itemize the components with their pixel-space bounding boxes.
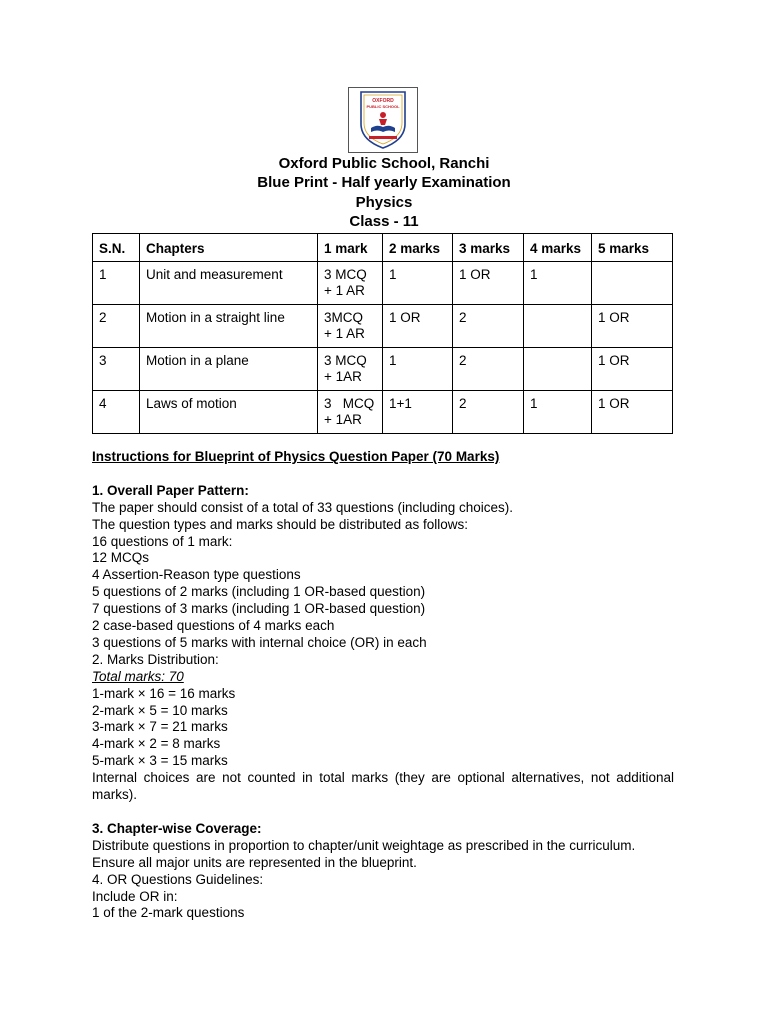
table-cell [524,305,592,348]
table-cell: 3 MCQ + 1 AR [318,262,383,305]
instructions-section [92,449,674,922]
school-logo [348,87,418,153]
instruction-line: 3 questions of 5 marks with internal choice (OR) in each [92,634,427,650]
school-crest-icon [349,88,417,152]
instruction-line: 7 questions of 3 marks (including 1 OR-based question) [92,601,426,617]
instruction-line: 12 MCQs [92,550,150,566]
table-cell: 1 OR [383,305,453,348]
instruction-line: 2-mark × 5 = 10 marks [92,702,228,718]
section-heading: 1. Overall Paper Pattern: [92,482,249,498]
table-cell: 1 [383,348,453,391]
table-row [93,262,673,305]
instruction-line: 5-mark × 3 = 15 marks [92,753,228,769]
instruction-line: 16 questions of 1 mark: [92,533,233,549]
column-header: 2 marks [383,234,453,262]
instructions-title: Instructions for Blueprint of Physics Question Paper (70 Marks) [92,449,500,464]
table-cell: 3 MCQ + 1AR [318,391,383,434]
table-cell: 1+1 [383,391,453,434]
column-header: 1 mark [318,234,383,262]
table-row [93,391,673,434]
instruction-line: Distribute questions in proportion to chapter/unit weightage as prescribed in the curriculum. [92,837,636,853]
instruction-line: 4-mark × 2 = 8 marks [92,736,221,752]
blueprint-table [92,233,673,434]
table-row [93,305,673,348]
table-cell: 1 [93,262,140,305]
section-heading: 3. Chapter-wise Coverage: [92,820,262,836]
instruction-line: Ensure all major units are represented in the blueprint. [92,854,417,870]
table-cell: 3 MCQ + 1AR [318,348,383,391]
table-cell: 1 [524,391,592,434]
table-cell: Laws of motion [140,391,318,434]
column-header: S.N. [93,234,140,262]
logo-text-mid: PUBLIC SCHOOL [366,104,400,109]
table-cell: 2 [453,348,524,391]
instruction-line: 3-mark × 7 = 21 marks [92,719,228,735]
table-cell: 4 [93,391,140,434]
instruction-line: 1-mark × 16 = 16 marks [92,685,236,701]
instruction-line: Include OR in: [92,888,178,904]
table-cell: 3MCQ + 1 AR [318,305,383,348]
table-cell: 3 [93,348,140,391]
instruction-line: 2 case-based questions of 4 marks each [92,618,335,634]
table-cell: 1 [524,262,592,305]
table-cell: Motion in a plane [140,348,318,391]
column-header: Chapters [140,234,318,262]
instruction-note: Internal choices are not counted in total marks (they are optional alternatives, not additional marks). [92,770,674,803]
instruction-line: 1 of the 2-mark questions [92,905,245,921]
total-marks: Total marks: 70 [92,668,184,684]
table-cell [592,262,673,305]
column-header: 4 marks [524,234,592,262]
column-header: 5 marks [592,234,673,262]
class-title: Class - 11 [349,212,419,230]
table-cell: 1 OR [453,262,524,305]
table-cell: Motion in a straight line [140,305,318,348]
column-header: 3 marks [453,234,524,262]
document-header [0,154,768,231]
instruction-line: 5 questions of 2 marks (including 1 OR-based question) [92,584,426,600]
table-cell: 2 [453,391,524,434]
section-heading: 4. OR Questions Guidelines: [92,871,264,887]
table-cell [524,348,592,391]
table-header-row [93,234,673,262]
instruction-line: The paper should consist of a total of 33 questions (including choices). [92,499,513,515]
school-name: Oxford Public School, Ranchi [278,155,490,172]
subject-title: Physics [355,193,413,211]
table-cell: 1 OR [592,305,673,348]
table-cell: 1 OR [592,391,673,434]
logo-text-top: OXFORD [372,98,394,104]
instruction-line: The question types and marks should be distributed as follows: [92,516,468,532]
table-cell: 1 OR [592,348,673,391]
exam-title: Blue Print - Half yearly Examination [257,174,511,192]
table-cell: 2 [453,305,524,348]
table-cell: 2 [93,305,140,348]
section-heading: 2. Marks Distribution: [92,651,219,667]
table-row [93,348,673,391]
table-cell: Unit and measurement [140,262,318,305]
instruction-line: 4 Assertion-Reason type questions [92,567,301,583]
table-cell: 1 [383,262,453,305]
